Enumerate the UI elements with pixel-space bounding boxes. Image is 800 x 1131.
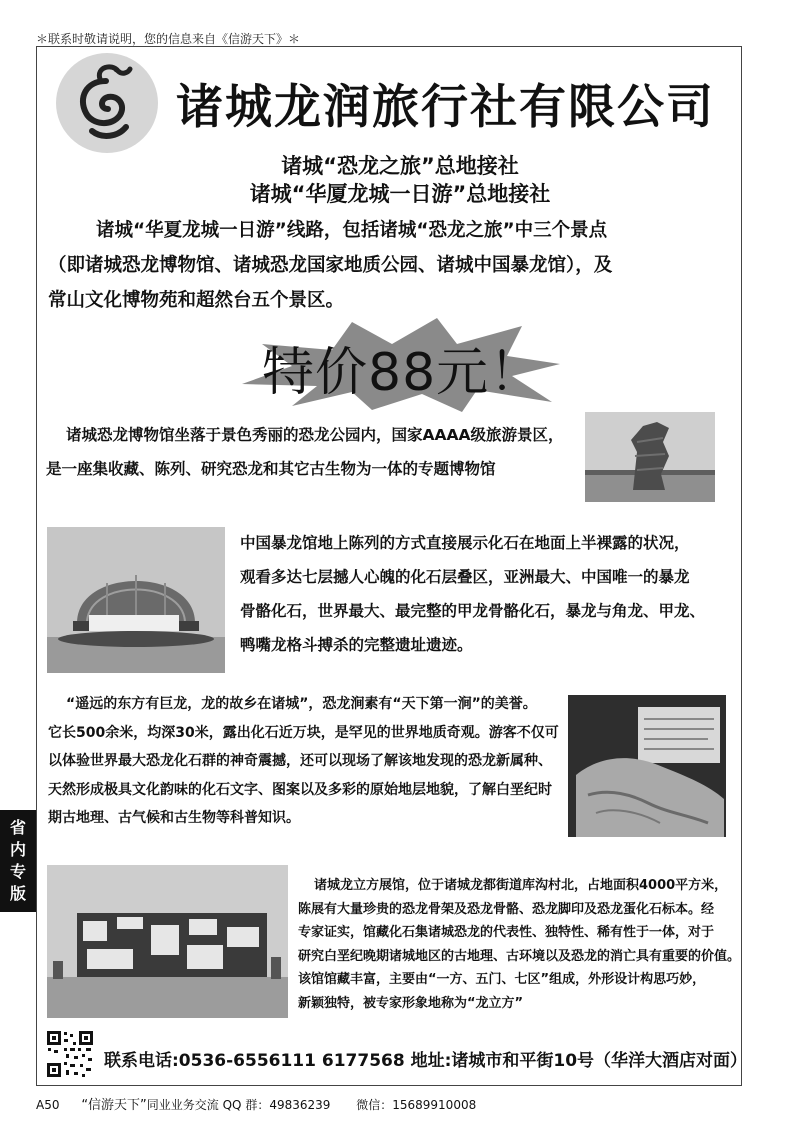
provincial-edition-tab xyxy=(0,810,36,912)
page-footer xyxy=(36,1094,476,1113)
qr-code xyxy=(46,1030,94,1078)
text-line: 骨骼化石，世界最大、最完整的甲龙骨骼化石，暴龙与角龙、甲龙、 xyxy=(240,602,706,620)
text-line: 诸城恐龙博物馆坐落于景色秀丽的恐龙公园内，国家AAAA级旅游景区， xyxy=(66,426,564,444)
page-number: A50 xyxy=(36,1098,60,1112)
text-line: 研究白垩纪晚期诸城地区的古地理、古环境以及恐龙的消亡具有重要的价值。 xyxy=(298,948,741,964)
text-line: 该馆馆藏丰富，主要由“一方、五门、七区”组成，外形设计构思巧妙， xyxy=(298,972,706,987)
special-price: 特价88元！ xyxy=(262,343,543,403)
text-line: 它长500余米，均深30米，露出化石近万块，是罕见的世界地质奇观。游客不仅可 xyxy=(48,724,559,741)
subtitle-day-tour: 诸城“华厦龙城一日游”总地接社 xyxy=(249,182,551,206)
tyrannosaurus-hall-description xyxy=(240,526,740,662)
intro-line: 常山文化博物苑和超然台五个景区。 xyxy=(48,290,345,311)
text-line: 期古地理、古气候和古生物等科普知识。 xyxy=(48,810,300,826)
intro-line: （即诸城恐龙博物馆、诸城恐龙国家地质公园、诸城中国暴龙馆），及 xyxy=(48,255,613,276)
dragon-cube-description xyxy=(298,874,748,1015)
intro-paragraph xyxy=(48,213,738,318)
fossil-gully-description xyxy=(48,690,568,833)
text-line: 是一座集收藏、陈列、研究恐龙和其它古生物为一体的专题博物馆 xyxy=(46,460,496,478)
text-line: 观看多达七层撼人心魄的化石层叠区，亚洲最大、中国唯一的暴龙 xyxy=(240,568,690,586)
fossil-gully-photo xyxy=(568,695,726,837)
museum-sculpture-photo xyxy=(585,412,715,502)
tab-char: 省 xyxy=(9,818,26,837)
text-line: 专家证实，馆藏化石集诸城恐龙的代表性、独特性、稀有性于一体，对于 xyxy=(298,925,715,940)
text-line: 天然形成极具文化韵味的化石文字、图案以及多彩的原始地层地貌，了解白垩纪时 xyxy=(48,781,552,798)
text-line: 陈展有大量珍贵的恐龙骨架及恐龙骨骼、恐龙脚印及恐龙蛋化石标本。经 xyxy=(298,901,715,917)
text-line: “遥远的东方有巨龙，龙的故乡在诸城”，恐龙涧素有“天下第一涧”的美誉。 xyxy=(66,696,537,712)
text-line: 诸城龙立方展馆，位于诸城龙都街道库沟村北，占地面积4000平方米， xyxy=(314,878,728,893)
company-logo xyxy=(56,53,158,153)
dragon-logo-icon xyxy=(56,53,158,153)
subtitle-dinosaur-tour: 诸城“恐龙之旅”总地接社 xyxy=(281,154,519,178)
text-line: 中国暴龙馆地上陈列的方式直接展示化石在地面上半裸露的状况， xyxy=(240,534,690,552)
footer-wechat: 微信：15689910008 xyxy=(356,1098,477,1112)
dragon-cube-hall-photo xyxy=(47,865,288,1018)
footer-brand: “信游天下” xyxy=(81,1098,147,1113)
company-name: 诸城龙润旅行社有限公司 xyxy=(176,80,715,135)
header-note: ＊联系时敬请说明，您的信息来自《信游天下》＊ xyxy=(36,32,301,46)
intro-line: 诸城“华夏龙城一日游”线路，包括诸城“恐龙之旅”中三个景点 xyxy=(96,220,608,241)
tab-char: 内 xyxy=(9,840,26,859)
museum-description xyxy=(46,418,586,486)
contact-info: 联系电话:0536-6556111 6177568 地址:诸城市和平街10号（华洋大酒店对面） xyxy=(104,1051,748,1071)
tab-char: 版 xyxy=(9,884,26,903)
text-line: 以体验世界最大恐龙化石群的神奇震撼，还可以现场了解该地发现的恐龙新属种、 xyxy=(48,753,552,769)
tyrannosaurus-hall-photo xyxy=(47,527,225,673)
footer-qq-group: 同业业务交流 QQ 群：49836239 xyxy=(146,1098,331,1112)
text-line: 鸭嘴龙格斗搏杀的完整遗址遗迹。 xyxy=(240,636,473,654)
tab-char: 专 xyxy=(9,862,26,881)
text-line: 新颖独特，被专家形象地称为“龙立方” xyxy=(298,995,524,1011)
